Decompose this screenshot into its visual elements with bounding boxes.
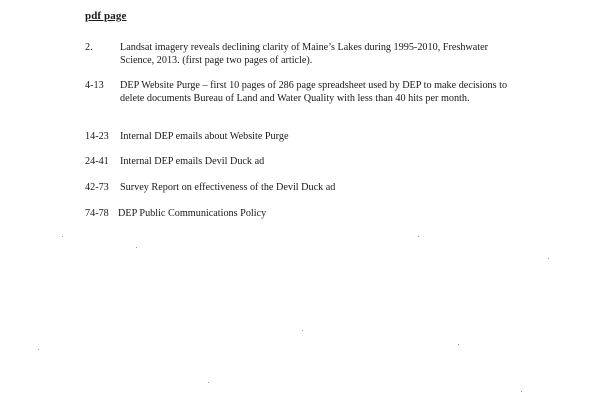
scan-speck [458,344,459,345]
scan-speck [418,236,419,237]
item-description: Survey Report on effectiveness of the Devil Duck ad [120,182,336,193]
scan-speck [38,349,39,350]
item-description: DEP Website Purge – first 10 pages of 286 page spreadsheet used by DEP to make decisions to delete documents Bureau of Land and Water Quality with less than 40 hits per month. [120,80,508,104]
scan-speck [62,236,63,237]
page-range: 74-78 [85,208,109,219]
page-heading: pdf page [85,10,127,22]
item-description: DEP Public Communications Policy [118,208,267,219]
scan-speck [521,391,522,392]
item-description: Landsat imagery reveals declining clarity of Maine’s Lakes during 1995-2010, Freshwater Science, 2013. (first page two pages of article). [120,42,489,66]
page-range: 24-41 [85,156,109,167]
page-range: 2. [85,42,93,53]
scan-speck [548,258,549,259]
item-description: Internal DEP emails Devil Duck ad [120,156,265,167]
page-range: 4-13 [85,80,104,91]
scan-speck [136,247,137,248]
scan-speck [302,330,303,331]
scan-speck [208,382,209,383]
page-range: 42-73 [85,182,109,193]
item-description: Internal DEP emails about Website Purge [120,131,289,142]
page-range: 14-23 [85,131,109,142]
